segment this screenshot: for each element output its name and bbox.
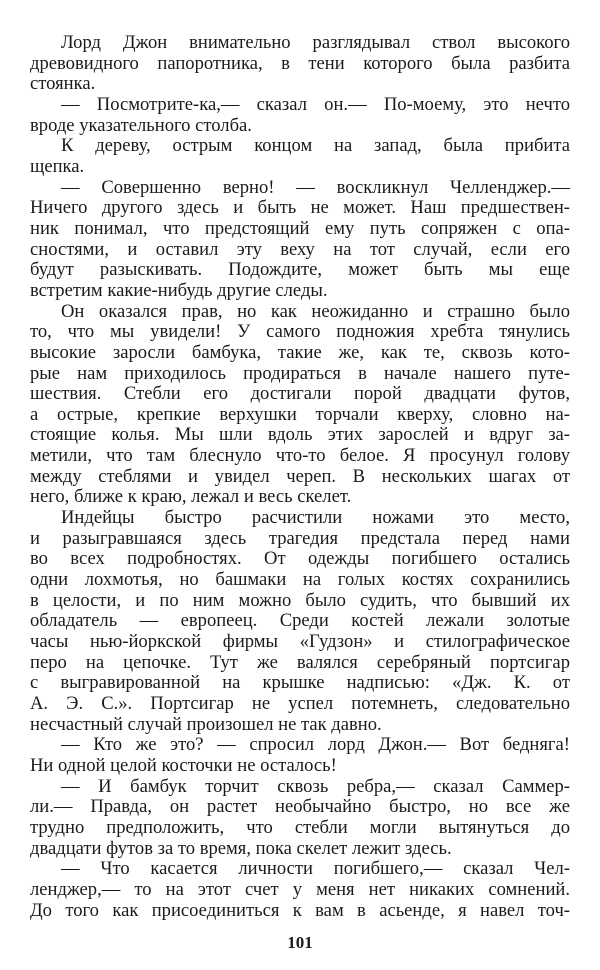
text-line: высокие заросли бамбука, такие же, как те, сквозь кото- bbox=[30, 341, 570, 363]
text-line: — Кто же это? — спросил лорд Джон.— Вот бедняга! bbox=[61, 734, 570, 756]
text-line: — И бамбук торчит сквозь ребра,— сказал Саммер- bbox=[61, 775, 570, 797]
text-line: несчастный случай произошел не так давно. bbox=[30, 713, 382, 735]
text-line: двадцати футов за то время, пока скелет лежит здесь. bbox=[30, 837, 452, 859]
text-line: древовидного папоротника, в тени которого была разбита bbox=[30, 52, 570, 74]
text-line: сностями, и оставил эту веху на тот случай, если его bbox=[30, 238, 570, 260]
text-line: во всех подробностях. От одежды погибшего остались bbox=[30, 548, 570, 570]
text-line: часы нью-йоркской фирмы «Гудзон» и стилографическое bbox=[30, 631, 570, 653]
text-line: в целости, и по ним можно было судить, что бывший их bbox=[30, 589, 570, 611]
text-line: До того как присоединиться к вам в асьенде, я навел точ- bbox=[30, 899, 570, 921]
text-line: Ничего другого здесь и быть не может. Наш предшествен- bbox=[30, 197, 570, 219]
text-line: ник понимал, что предстоящий ему путь сопряжен с опа- bbox=[30, 217, 570, 239]
text-line: одни лохмотья, но башмаки на голых костях сохранились bbox=[30, 569, 570, 591]
page-number: 101 bbox=[287, 933, 313, 952]
text-line: встретим какие-нибудь другие следы. bbox=[30, 279, 328, 301]
text-line: щепка. bbox=[30, 155, 85, 177]
text-line: А. Э. С.». Портсигар не успел потемнеть, следовательно bbox=[30, 693, 570, 714]
text-line: перо на цепочке. Тут же валялся серебряный портсигар bbox=[30, 651, 570, 673]
text-line: с выгравированной на крышке надписью: «Дж. К. от bbox=[30, 672, 570, 694]
text-line: рые нам приходилось продираться в начале нашего путе- bbox=[30, 362, 570, 384]
text-line: К дереву, острым концом на запад, была прибита bbox=[61, 135, 570, 157]
text-line: то, что мы увидели! У самого подножия хребта тянулись bbox=[30, 321, 570, 343]
page-body-text bbox=[30, 33, 570, 921]
text-line: трудно предположить, что стебли могли вытянуться до bbox=[30, 816, 570, 838]
text-line: между стеблями и увидел череп. В нескольких шагах от bbox=[30, 465, 570, 487]
text-line: стоянка. bbox=[30, 73, 96, 95]
text-line: — Посмотрите-ка,— сказал он.— По-моему, это нечто bbox=[61, 93, 570, 115]
text-line: и разыгравшаяся здесь трагедия предстала перед нами bbox=[30, 527, 570, 549]
text-line: него, ближе к краю, лежал и весь скелет. bbox=[30, 486, 352, 508]
text-line: Лорд Джон внимательно разглядывал ствол высокого bbox=[61, 32, 570, 53]
text-line: Индейцы быстро расчистили ножами это место, bbox=[61, 507, 570, 529]
text-line: вроде указательного столба. bbox=[30, 114, 252, 136]
text-line: — Что касается личности погибшего,— сказал Чел- bbox=[61, 858, 570, 880]
text-line: ли.— Правда, он растет необычайно быстро, но все же bbox=[30, 796, 570, 818]
text-line: стоящие колья. Мы шли вдоль этих зарослей и вдруг за- bbox=[30, 424, 570, 446]
text-line: шествия. Стебли его достигали порой двадцати футов, bbox=[30, 383, 570, 405]
text-line: метили, что там блеснуло что-то белое. Я просунул голову bbox=[30, 445, 570, 467]
text-line: ленджер,— то на этот счет у меня нет никаких сомнений. bbox=[30, 878, 570, 900]
text-line: — Совершенно верно! — воскликнул Челленджер.— bbox=[61, 176, 570, 198]
text-line: Ни одной целой косточки не осталось! bbox=[30, 754, 337, 776]
text-line: обладатель — европеец. Среди костей лежали золотые bbox=[30, 610, 570, 632]
text-line: Он оказался прав, но как неожиданно и страшно было bbox=[61, 300, 570, 322]
text-line: а острые, крепкие верхушки торчали кверху, словно на- bbox=[30, 403, 570, 425]
text-line: будут разыскивать. Подождите, может быть мы еще bbox=[30, 259, 570, 281]
